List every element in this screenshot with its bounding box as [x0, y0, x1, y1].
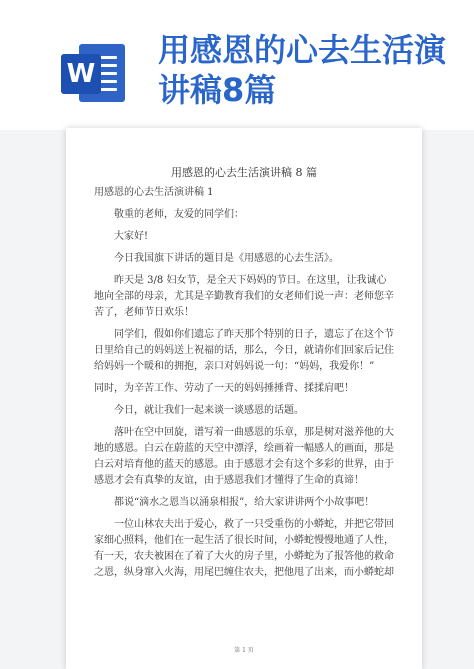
word-document-icon [61, 40, 127, 104]
paragraph: 落叶在空中回旋，谱写着一曲感恩的乐章，那是树对滋养他的大地的感恩。白云在蔚蓝的天空中漂浮，绘画着一幅感人的画面，那是白云对培育他的蓝天的感恩。由于感恩才会有这个多彩的世界，由于感恩才会有真挚的友谊，由于感恩我们才懂得了生命的真谛！ [94, 427, 394, 486]
paragraph: 同学们，假如你们遗忘了昨天那个特别的日子，遗忘了在这个节日里给自己的妈妈送上祝福的话，那么，今日，就请你们回家后记住给妈妈一个暖和的拥抱，亲口对妈妈说一句：“妈妈，我爱你！” [94, 329, 394, 372]
paragraph: 今日，就让我们一起来谈一谈感恩的话题。 [114, 405, 304, 416]
header-banner [0, 0, 474, 130]
paragraph: 同时，为辛苦工作、劳动了一天的妈妈捶捶背、揉揉肩吧！ [94, 383, 354, 394]
word-icon-letter: W [61, 54, 101, 94]
paragraph: 今日我国旗下讲话的题目是《用感恩的心去生活》。 [114, 253, 339, 264]
page-title: 用感恩的心去生活演讲稿8篇 [158, 31, 447, 109]
paragraph: 都说“滴水之恩当以涌泉相报”，给大家讲讲两个小故事吧！ [114, 497, 375, 508]
paragraph: 昨天是 3/8 妇女节，是全天下妈妈的节日。在这里，让我诚心地向全部的母亲，尤其是辛勤教育我们的女老师们说一声：老师您辛苦了，老师节日欢乐！ [94, 275, 394, 318]
document-title: 用感恩的心去生活演讲稿 8 篇 [171, 166, 317, 179]
document-body [94, 165, 394, 587]
page-number: 第 1 页 [234, 647, 254, 654]
paragraph: 一位山林农夫出于爱心，救了一只受重伤的小蟒蛇，并把它带回家细心照料，他们在一起生活了很长时间，小蟒蛇慢慢地通了人性，有一天，农夫被困在了着了大火的房子里，小蟒蛇为了报答他的救命之恩，纵身窜入火海，用尾巴缠住农夫，把他甩了出来，而小蟒蛇却 [94, 519, 394, 578]
paragraph: 敬重的老师，友爱的同学们： [114, 209, 244, 220]
document-subtitle: 用感恩的心去生活演讲稿 1 [94, 187, 214, 198]
paragraph: 大家好! [114, 231, 149, 242]
